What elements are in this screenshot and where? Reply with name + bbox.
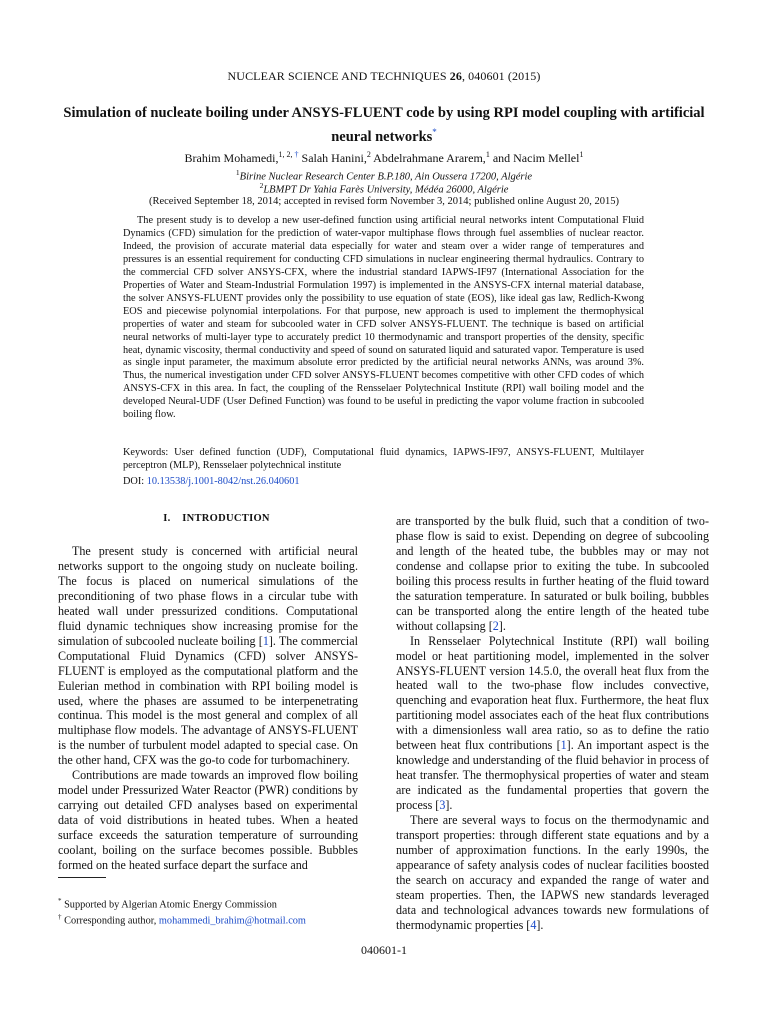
right-p1-text-a: are transported by the bulk fluid, such that a condition of two-phase flow is said to exist. Depending on degree of subcooling and length of the heated tube, the bubbles may or may not condense and collapse prior to exiting the tube. In subcooled boiling this process results in further heating of the fluid toward the saturation temperature. In saturated or bulk boiling, bubbles can be transported along the entire length of the heated tube without collapsing [	[396, 514, 709, 633]
author-2-affil: 2	[366, 150, 371, 159]
abstract: The present study is to develop a new user-defined function using artificial neural networks intent Computational Fluid Dynamics (CFD) simulation for the prediction of water-vapor multiphase flows through fuel assemblies of nuclear reactor. Indeed, the provision of accurate material data especially for water and steam over a wider range of temperatures and pressures is an essential requirement for conducting CFD simulations in nuclear engineering thermal hydraulics. Contrary to the commercial CFD solver ANSYS-CFX, where the industrial standard IAPWS-IF97 (International Association for the Properties of Water and Steam-Industrial Formulation 1997) is implemented in the ANSYS-CFX internal material database, the solver ANSYS-FLUENT provides only the possibility to use equation of state (EOS), like ideal gas law, Redlich-Kwong EOS and piecewise polynomial interpolations. For that purpose, new approach is used to implement the thermophysical properties of water and steam for subcooled water in CFD solver ANSYS-FLUENT. The technique is based on artificial neural networks of multi-layer type to accurately predict 10 thermodynamic and transport properties of the density, specific heat, dynamic viscosity, thermal conductivity and speed of sound on saturated liquid and saturated vapor. Temperature is used as single input parameter, the maximum absolute error predicted by the artificial neural networks ANNs, was around 3%. Thus, the numerical investigation under CFD solver ANSYS-FLUENT becomes competitive with other CFD codes of which ANSYS-CFX in this area. In fact, the coupling of the Rensselaer Polytechnical Institute (RPI) wall boiling model and the developed Neural-UDF (User Defined Function) was found to be useful in predicting the vapor volume fraction in subcooled boiling flow.	[123, 215, 644, 421]
author-3: Abdelrahmane Ararem,	[370, 151, 486, 165]
right-paragraph-3	[396, 813, 709, 933]
journal-header	[0, 69, 768, 84]
footnote-2-mark: †	[58, 913, 62, 922]
citation-link[interactable]: 1	[262, 633, 269, 648]
footnote-divider	[58, 877, 106, 878]
journal-citation: , 040601 (2015)	[461, 69, 541, 83]
paper-title	[60, 104, 708, 147]
citation-link[interactable]: 3	[439, 798, 446, 813]
right-column	[396, 514, 709, 933]
affiliation-2-num: 2	[259, 181, 264, 190]
footnote-2-text: Corresponding author,	[61, 915, 159, 927]
footnote-support	[58, 895, 368, 911]
footnote-corresponding	[58, 911, 368, 927]
right-p1-text-b: ].	[498, 618, 506, 633]
page-number: 040601-1	[361, 943, 407, 957]
footnotes	[58, 895, 368, 928]
author-3-affil: 1	[485, 150, 490, 159]
intro-p1-text-b: ]. The commercial Computational Fluid Dynamics (CFD) solver ANSYS-FLUENT is employed as the computational platform and the Eulerian method in combination with RPI boiling model is used, where the phases are assumed to be interpenetrating continua. This model is the most general and complex of all multiphase flow models. The advantage of ANSYS-FLUENT is the number of turbulent model adapted to special case. On the other hand, CFX was the go-to code for turbomachinery.	[58, 633, 358, 768]
doi-link[interactable]: 10.13538/j.1001-8042/nst.26.040601	[146, 476, 300, 487]
received-dates: (Received September 18, 2014; accepted in revised form November 3, 2014; published online August 20, 2015)	[148, 196, 620, 207]
author-1: Brahim Mohamedi,	[184, 151, 279, 165]
right-paragraph-1	[396, 514, 709, 634]
keywords: Keywords: User defined function (UDF), Computational fluid dynamics, IAPWS-IF97, ANSYS-FLUENT, Multilayer perceptron (MLP), Rensselaer polytechnical institute	[123, 447, 644, 471]
citation-link[interactable]: 1	[560, 738, 567, 753]
affiliation-1-text: Birine Nuclear Research Center B.P.180, Ain Oussera 17200, Algérie	[239, 171, 533, 183]
right-p2-text-c: ].	[445, 798, 453, 813]
left-column	[58, 544, 358, 873]
right-p3-text-a: There are several ways to focus on the thermodynamic and transport properties: through different state equations and by a number of approximation functions. In the early 1990s, the appearance of safety analysis codes of nuclear facilities boosted the search on accuracy and expanded the range of water and steam properties. Then, the IAPWS new standards leveraged data and technological advances towards new formulations of thermodynamic properties [	[396, 813, 709, 932]
intro-paragraph-1	[58, 544, 358, 768]
author-1-affil: 1, 2,	[278, 150, 295, 159]
email-link[interactable]: mohammedi_brahim@hotmail.com	[158, 915, 306, 927]
right-p2-text-b: ]. An important aspect is the knowledge and understanding of the fluid behavior in process of heat transfer. The thermophysical properties of water and steam are indicated as the fundamental properties that govern the process [	[396, 738, 709, 813]
corresponding-author-link[interactable]: †	[294, 150, 299, 159]
paper-title-text: Simulation of nucleate boiling under ANSYS-FLUENT code by using RPI model coupling with artificial neural networks	[63, 105, 705, 145]
footnote-1-text: Supported by Algerian Atomic Energy Commission	[61, 899, 277, 911]
citation-link[interactable]: 4	[530, 917, 537, 932]
footnote-1-mark: *	[58, 897, 62, 905]
journal-name: NUCLEAR SCIENCE AND TECHNIQUES	[227, 69, 447, 83]
right-p2-text-a: In Rensselaer Polytechnical Institute (RPI) wall boiling model or heat partitioning model, implemented in the solver ANSYS-FLUENT version 14.5.0, the overall heat flux from the heated wall to the two-phase flow includes convective, quenching and evaporation heat flux. Furthermore, the heat flux partitioning model associates each of the heat flux contributions with a dimensionless wall area ratio, so as to define the ratio between heat flux contributions [	[396, 633, 709, 753]
citation-link[interactable]: 2	[492, 618, 499, 633]
section-heading-introduction: I. INTRODUCTION	[163, 513, 270, 524]
journal-volume: 26	[449, 69, 462, 83]
affiliation-2	[0, 181, 768, 196]
right-paragraph-2	[396, 634, 709, 813]
title-footnote-link[interactable]: *	[432, 127, 437, 137]
affiliation-2-text: LBMPT Dr Yahia Farès University, Médéa 26000, Algérie	[263, 184, 509, 196]
doi	[123, 476, 300, 487]
author-4-affil: 1	[579, 150, 584, 159]
affiliation-1-num: 1	[235, 168, 240, 177]
author-4: and Nacim Mellel	[489, 151, 580, 165]
doi-label: DOI:	[123, 476, 147, 487]
intro-p1-text-a: The present study is concerned with artificial neural networks support to the ongoing study on nucleate boiling. The focus is placed on numerical simulations of the preconditioning of two phase flows in a circular tube with heated wall under pressurized conditions. Computational fluid dynamic techniques show increasing promise for the simulation of subcooled nucleate boiling [	[58, 544, 358, 648]
intro-paragraph-2: Contributions are made towards an improved flow boiling model under Pressurized Water Reactor (PWR) conditions by carrying out detailed CFD analyses based on experimental data of void distributions in heated tubes. When a heated surface exceeds the saturation temperature of surrounding coolant, boiling on the surface becomes possible. Bubbles formed on the heated surface depart the surface and	[58, 768, 358, 873]
right-p3-text-b: ].	[536, 917, 544, 932]
author-list	[0, 150, 768, 166]
author-2: Salah Hanini,	[298, 151, 367, 165]
